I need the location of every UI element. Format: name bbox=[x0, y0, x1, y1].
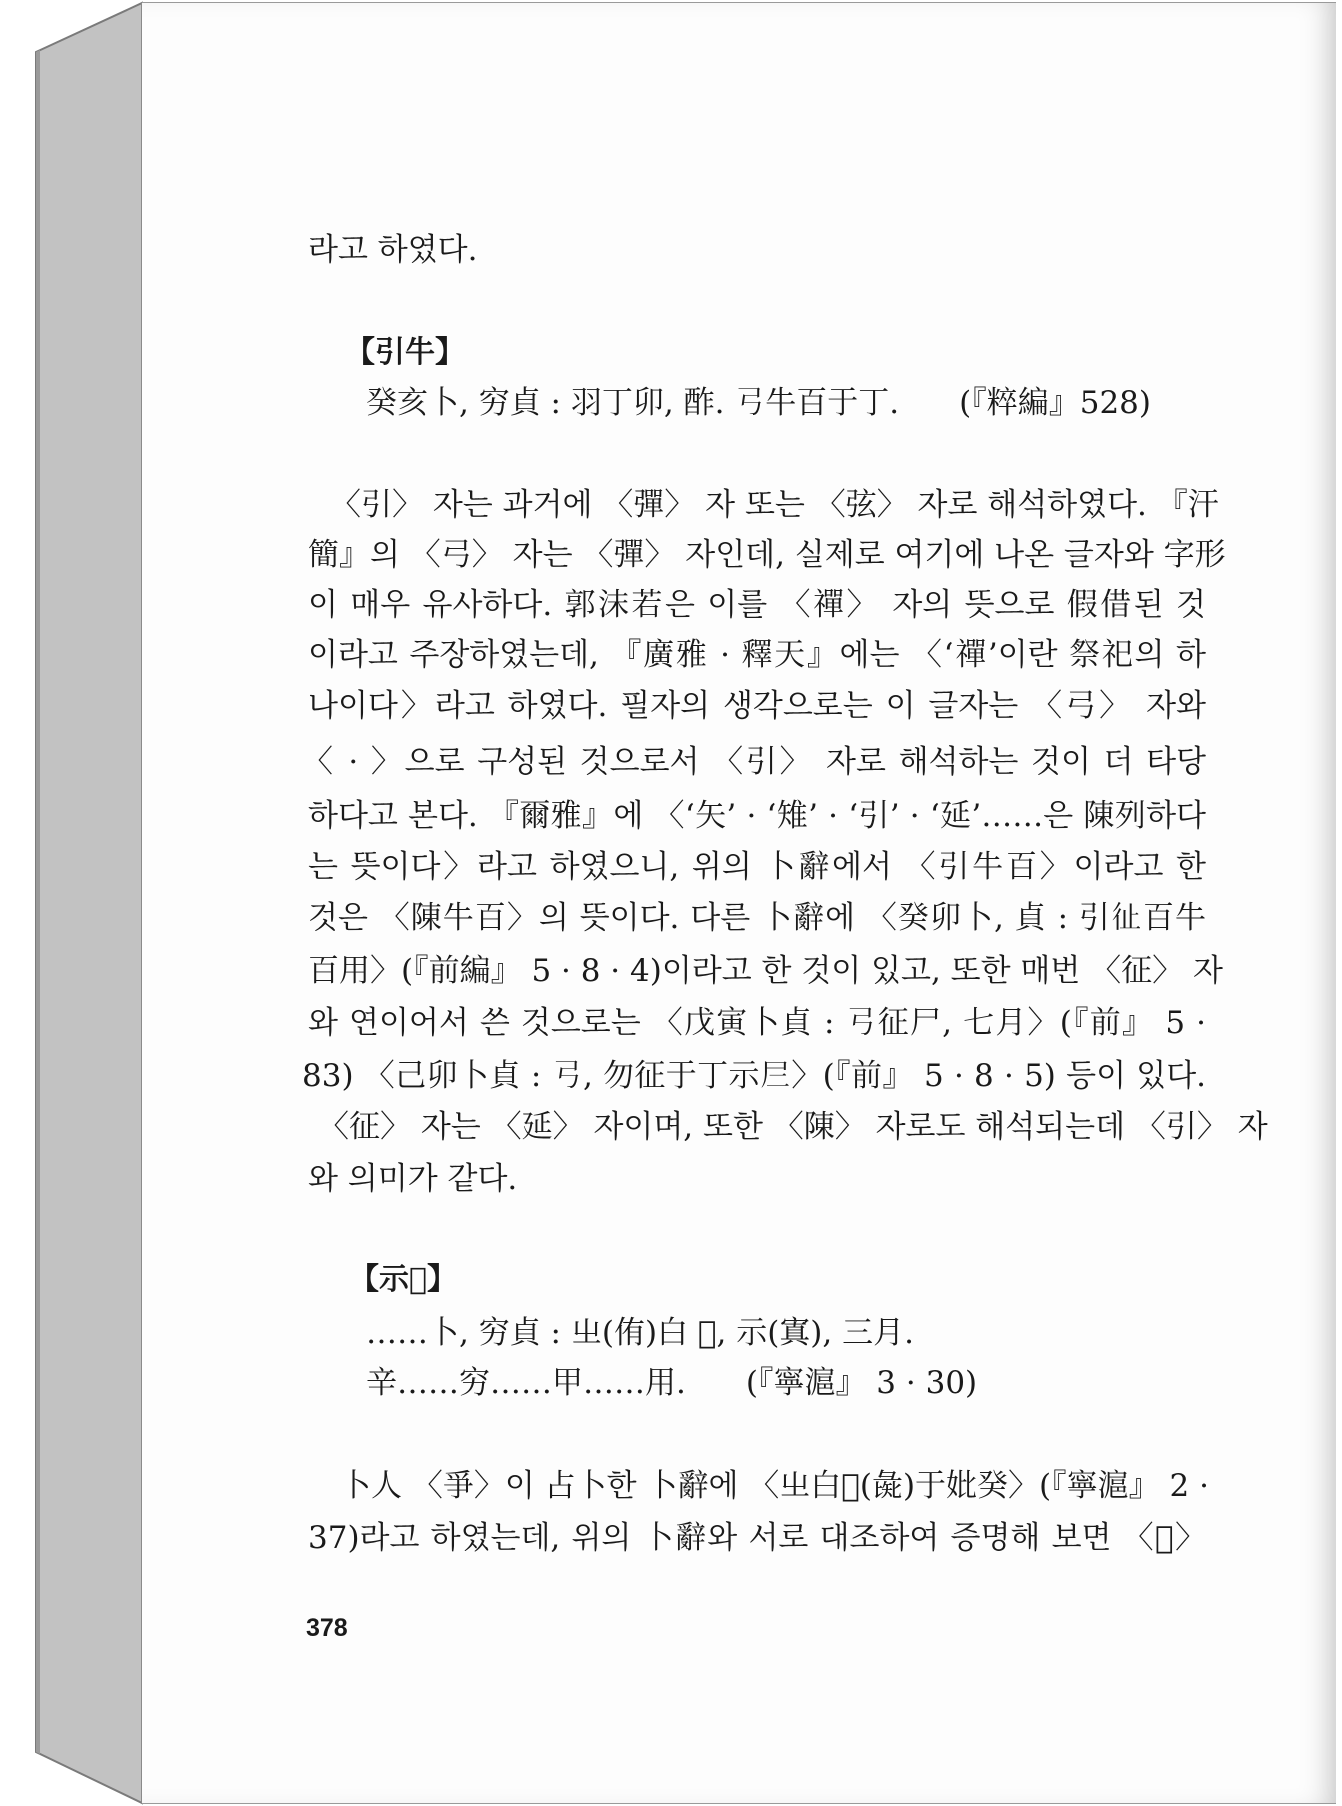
paragraph-line: 것은 〈陳牛百〉의 뜻이다. 다른 卜辭에 〈癸卯卜, 貞 : 引𢓊百牛 bbox=[308, 900, 1206, 936]
section-heading: 【引牛】 bbox=[345, 335, 465, 370]
inscription-line bbox=[366, 1313, 914, 1353]
paragraph-line: 37)라고 하였는데, 위의 卜辭와 서로 대조하여 증명해 보면 〈𠂬〉 bbox=[308, 1520, 1206, 1556]
inscription-line bbox=[366, 1363, 977, 1403]
paragraph-line: 나이다〉라고 하였다. 필자의 생각으로는 이 글자는 〈弓〉 자와 bbox=[308, 688, 1206, 724]
page-number: 378 bbox=[306, 1614, 348, 1642]
paragraph-line: 이라고 주장하였는데, 『廣雅 · 釋天』에는 〈‘禪’이란 祭祀의 하 bbox=[308, 637, 1206, 673]
inscription-source: (『粹編』528) bbox=[959, 385, 1151, 421]
paragraph-line: 〈征〉 자는 〈延〉 자이며, 또한 〈陳〉 자로도 해석되는데 〈引〉 자 bbox=[318, 1109, 1268, 1145]
paragraph-line: 83) 〈己卯卜貞 : 𢎗, 勿征于丁示𡰥〉(『前』 5 · 8 · 5) 등이 있다. bbox=[302, 1058, 1206, 1094]
inscription-line bbox=[366, 383, 1151, 423]
paragraph-line: 이 매우 유사하다. 郭沫若은 이를 〈禪〉 자의 뜻으로 假借된 것 bbox=[308, 587, 1206, 623]
inscription-text: 癸亥卜, 穷貞 : 羽丁卯, 酢. 𢎗牛百于丁. bbox=[366, 385, 900, 421]
paragraph-line: 하다고 본다. 『爾雅』에 〈‘矢’ · ‘雉’ · ‘引’ · ‘延’……은 陳列하다 bbox=[308, 798, 1206, 834]
section-heading: 【示𠂬】 bbox=[349, 1262, 458, 1297]
inscription-text: ……卜, 穷貞 : 㞢(侑)白 𠂬, 示(寘), 三月. bbox=[366, 1315, 914, 1351]
inscription-text: 辛……穷……甲……用. bbox=[366, 1365, 686, 1401]
paragraph-line: 〈 · 〉으로 구성된 것으로서 〈引〉 자로 해석하는 것이 더 타당 bbox=[302, 744, 1206, 780]
inscription-source: (『寧滬』 3 · 30) bbox=[745, 1365, 978, 1401]
paragraph-line: 百用〉(『前編』 5 · 8 · 4)이라고 한 것이 있고, 또한 매번 〈征〉 자 bbox=[308, 953, 1223, 989]
paragraph-line: 는 뜻이다〉라고 하였으니, 위의 卜辭에서 〈引牛百〉이라고 한 bbox=[308, 849, 1206, 885]
paragraph-line: 卜人 〈爭〉이 占卜한 卜辭에 〈㞢白𠂬(彘)于妣癸〉(『寧滬』 2 · bbox=[340, 1468, 1209, 1504]
paragraph-line: 와 연이어서 쓴 것으로는 〈戊寅卜貞 : 𢎗征尸, 七月〉(『前』 5 · bbox=[308, 1005, 1206, 1041]
paragraph-line: 簡』의 〈弓〉 자는 〈彈〉 자인데, 실제로 여기에 나온 글자와 字形 bbox=[308, 537, 1226, 573]
paragraph-line: 〈引〉 자는 과거에 〈彈〉 자 또는 〈弦〉 자로 해석하였다. 『汗 bbox=[330, 487, 1219, 523]
continuation-line: 라고 하였다. bbox=[308, 232, 478, 268]
paragraph-line: 와 의미가 같다. bbox=[308, 1161, 518, 1197]
